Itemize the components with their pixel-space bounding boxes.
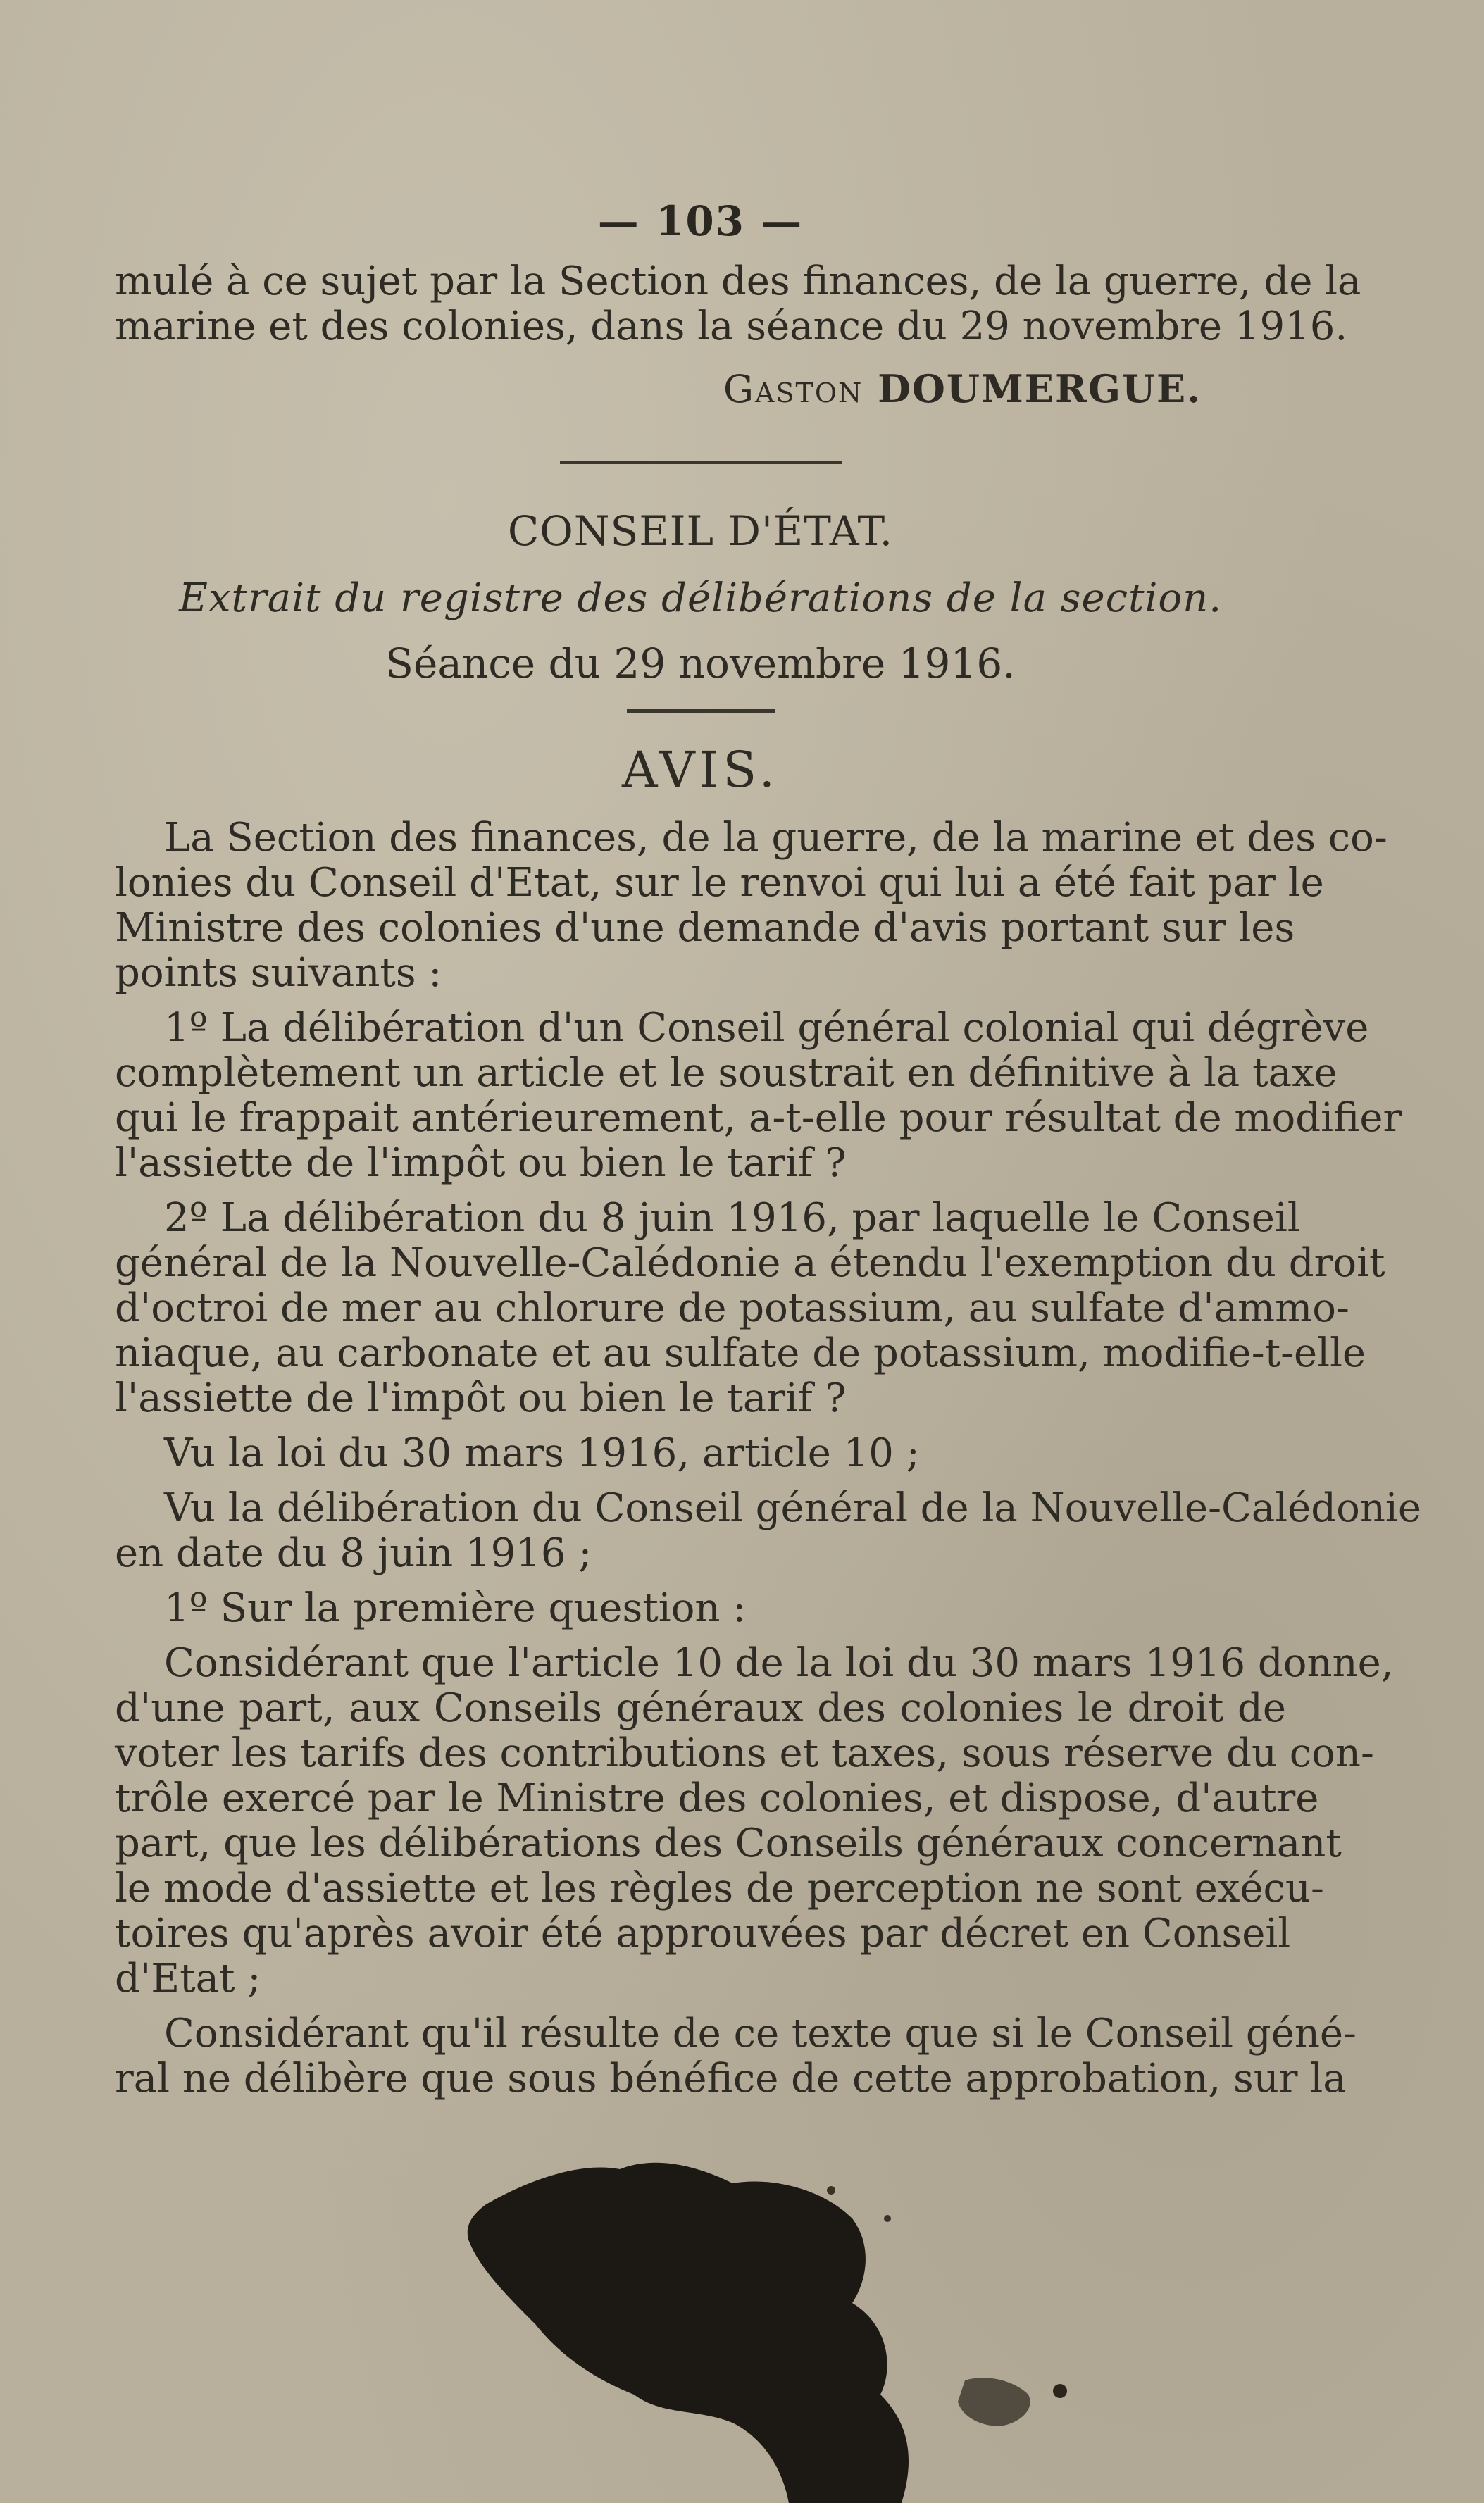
avis-title: AVIS.	[622, 741, 779, 799]
separator-rule	[560, 461, 842, 464]
text-line: trôle exercé par le Ministre des colonies, et dispose, d'autre	[115, 1775, 1319, 1821]
paragraph	[115, 2011, 1357, 2102]
text-line: 1º La délibération d'un Conseil général colonial qui dégrève	[164, 1005, 1369, 1051]
text-line: Considérant que l'article 10 de la loi du 30 mars 1916 donne,	[164, 1640, 1394, 1686]
text-line: lonies du Conseil d'Etat, sur le renvoi qui lui a été fait par le	[115, 860, 1324, 906]
text-line: Vu la loi du 30 mars 1916, article 10 ;	[164, 1430, 920, 1476]
text-line: La Section des finances, de la guerre, de la marine et des co-	[164, 815, 1388, 861]
text-line: 1º Sur la première question :	[164, 1585, 747, 1631]
paragraph	[115, 1005, 1402, 1186]
text-block	[115, 197, 1421, 2102]
section-heading: CONSEIL D'ÉTAT.	[507, 507, 894, 555]
text-line: d'Etat ;	[115, 1956, 261, 2002]
text-line: voter les tarifs des contributions et taxes, sous réserve du con-	[115, 1730, 1374, 1776]
text-line: niaque, au carbonate et au sulfate de potassium, modifie-t-elle	[115, 1330, 1366, 1376]
intro-paragraph	[115, 258, 1361, 349]
text-line: marine et des colonies, dans la séance du 29 novembre 1916.	[115, 304, 1348, 349]
text-line: ral ne délibère que sous bénéfice de cette approbation, sur la	[115, 2056, 1347, 2102]
paragraph	[115, 1586, 1286, 1631]
text-line: part, que les délibérations des Conseils généraux concernant	[115, 1821, 1342, 1866]
text-line: l'assiette de l'impôt ou bien le tarif ?	[115, 1140, 847, 1186]
text-line: 2º La délibération du 8 juin 1916, par laquelle le Conseil	[164, 1195, 1300, 1241]
paragraph	[115, 815, 1388, 996]
text-line: Ministre des colonies d'une demande d'avis portant sur les	[115, 905, 1295, 951]
paragraph	[115, 1195, 1385, 1421]
signature-last-name: DOUMERGUE.	[878, 366, 1202, 411]
text-line: le mode d'assiette et les règles de perception ne sont exécu-	[115, 1866, 1324, 1911]
text-line: mulé à ce sujet par la Section des finances, de la guerre, de la	[115, 258, 1361, 304]
paragraph	[115, 1485, 1421, 1576]
page-number: — 103 —	[597, 197, 804, 245]
signature-first-name: Gaston	[723, 367, 863, 411]
seance-date: Séance du 29 novembre 1916.	[385, 639, 1016, 687]
signature	[115, 366, 1202, 411]
paragraph	[115, 1431, 1286, 1476]
text-line: en date du 8 juin 1916 ;	[115, 1530, 592, 1576]
separator-rule-short	[627, 709, 775, 713]
text-line: qui le frappait antérieurement, a-t-elle pour résultat de modifier	[115, 1095, 1402, 1141]
text-line: Considérant qu'il résulte de ce texte que si le Conseil géné-	[164, 2011, 1357, 2056]
text-line: points suivants :	[115, 950, 442, 996]
text-line: complètement un article et le soustrait en définitive à la taxe	[115, 1050, 1338, 1096]
text-line: général de la Nouvelle-Calédonie a étendu l'exemption du droit	[115, 1240, 1385, 1286]
text-line: Vu la délibération du Conseil général de la Nouvelle-Calédonie	[164, 1485, 1421, 1531]
text-line: d'une part, aux Conseils généraux des colonies le droit de	[115, 1685, 1286, 1731]
text-line: l'assiette de l'impôt ou bien le tarif ?	[115, 1375, 847, 1421]
paragraph	[115, 1640, 1394, 2002]
text-line: toires qu'après avoir été approuvées par décret en Conseil	[115, 1911, 1291, 1956]
section-subheading: Extrait du registre des délibérations de la section.	[178, 575, 1222, 621]
text-line: d'octroi de mer au chlorure de potassium, au sulfate d'ammo-	[115, 1285, 1349, 1331]
